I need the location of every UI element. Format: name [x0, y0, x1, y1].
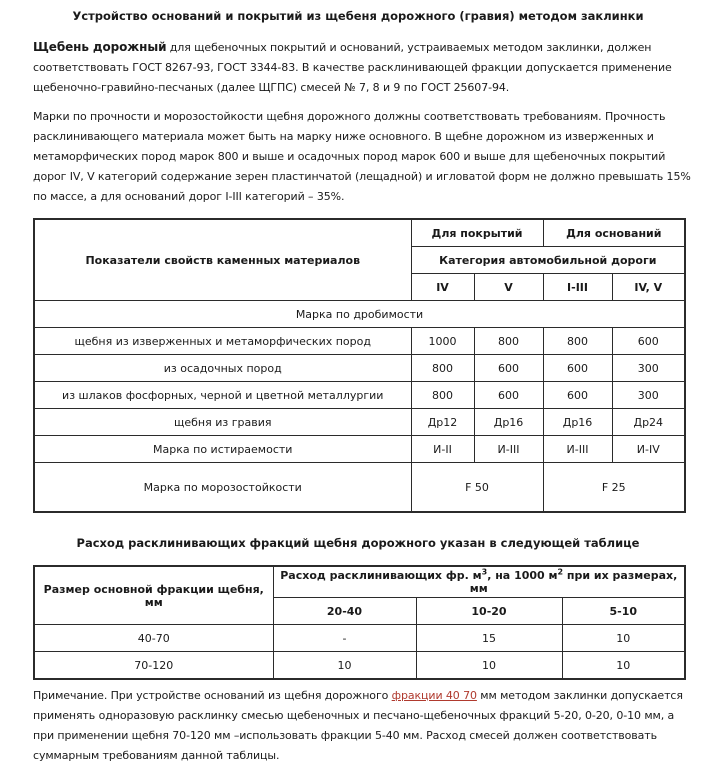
section-subtitle: Расход расклинивающих фракций щебня дорожного указан в следующей таблице: [76, 536, 640, 550]
header-text: Расход расклинивающих фр. м: [280, 569, 482, 582]
cell-value: Др24: [612, 409, 685, 436]
header-properties: Показатели свойств каменных материалов: [34, 219, 411, 301]
cell-frost-covers: F 50: [411, 463, 543, 513]
note-text: мм методом заклинки допускается применять одноразовую расклинку смесью щебеночных и песчано-щебеночных фракций 5-20, 0-20, 0-10 мм, а при применении щебня 70-120 мм –использовать фракции 5-40 мм. Расход смесей должен соответствовать суммарным требованиям данной таблицы.: [33, 689, 683, 762]
header-road-category: Категория автомобильной дороги: [411, 247, 685, 274]
cell-frost-bases: F 25: [543, 463, 685, 513]
category-iv-v: IV, V: [612, 274, 685, 301]
size-10-20: 10-20: [416, 598, 562, 625]
cell-value: Др16: [474, 409, 543, 436]
cell-value: И-II: [411, 436, 474, 463]
cell-value: 600: [543, 355, 612, 382]
cell-value: 800: [411, 382, 474, 409]
cell-value: 600: [543, 382, 612, 409]
table-row: [34, 328, 685, 355]
row-label: 70-120: [34, 652, 273, 680]
cell-value: 10: [562, 652, 685, 680]
row-label: Марка по морозостойкости: [34, 463, 411, 513]
category-iv: IV: [411, 274, 474, 301]
table-row: [34, 355, 685, 382]
cell-value: 300: [612, 355, 685, 382]
cell-value: 800: [474, 328, 543, 355]
table-row: [34, 652, 685, 680]
note-text: Примечание. При устройстве оснований из щебня дорожного: [33, 689, 392, 702]
section-crushability: Марка по дробимости: [34, 301, 685, 328]
fraction-40-70-link[interactable]: фракции 40 70: [391, 689, 477, 702]
cell-value: 800: [411, 355, 474, 382]
properties-table: [33, 218, 686, 513]
cell-value: 600: [474, 382, 543, 409]
cell-value: 1000: [411, 328, 474, 355]
note-paragraph: [33, 686, 693, 766]
page-title: Устройство оснований и покрытий из щебеня дорожного (гравия) методом заклинки: [72, 9, 644, 23]
superscript: 2: [557, 567, 564, 577]
requirements-paragraph: Марки по прочности и морозостойкости щебня дорожного должны соответствовать требованиям. Прочность расклинивающего материала может быть на марку ниже основного. В щебне дорожном из изверженных и метаморфических пород марок 800 и выше и осадочных пород марок 600 и выше для щебеночных покрытий дорог IV, V категорий содержание зерен пластинчатой (лещадной) и игловатой форм не должно превышать 15% по массе, а для оснований дорог I-III категорий – 35%.: [33, 110, 691, 203]
table-row: [34, 382, 685, 409]
cell-value: 600: [612, 328, 685, 355]
row-label: 40-70: [34, 625, 273, 652]
row-label: щебня из изверженных и метаморфических пород: [34, 328, 411, 355]
cell-value: 15: [416, 625, 562, 652]
cell-value: 10: [273, 652, 416, 680]
size-5-10: 5-10: [562, 598, 685, 625]
category-v: V: [474, 274, 543, 301]
header-text: , на 1000 м: [487, 569, 558, 582]
consumption-table: [33, 565, 686, 680]
cell-value: Др12: [411, 409, 474, 436]
row-label: Марка по истираемости: [34, 436, 411, 463]
cell-value: 800: [543, 328, 612, 355]
cell-value: И-III: [543, 436, 612, 463]
cell-value: Др16: [543, 409, 612, 436]
row-label: из осадочных пород: [34, 355, 411, 382]
cell-value: 10: [562, 625, 685, 652]
header-text: при их размерах, мм: [469, 569, 678, 595]
cell-value: И-IV: [612, 436, 685, 463]
header-for-covers: Для покрытий: [411, 219, 543, 247]
header-consumption: [273, 566, 685, 598]
header-main-fraction: Размер основной фракции щебня, мм: [34, 566, 273, 625]
table-row-frost: [34, 463, 685, 513]
row-label: щебня из гравия: [34, 409, 411, 436]
table-row: [34, 409, 685, 436]
header-for-bases: Для оснований: [543, 219, 685, 247]
cell-value: И-III: [474, 436, 543, 463]
table-row: [34, 625, 685, 652]
row-label: из шлаков фосфорных, черной и цветной металлургии: [34, 382, 411, 409]
cell-value: 600: [474, 355, 543, 382]
intro-paragraph: [33, 37, 693, 98]
intro-bold-term: Щебень дорожный: [33, 40, 167, 54]
size-20-40: 20-40: [273, 598, 416, 625]
superscript: 3: [481, 567, 488, 577]
cell-value: 10: [416, 652, 562, 680]
intro-text: для щебеночных покрытий и оснований, устраиваемых методом заклинки, должен соответствовать ГОСТ 8267-93, ГОСТ 3344-83. В качестве расклинивающей фракции допускается применение щебеночно-гравийно-песчаных (далее ЩГПС) смесей № 7, 8 и 9 по ГОСТ 25607-94.: [33, 41, 672, 94]
cell-value: -: [273, 625, 416, 652]
table-row: [34, 436, 685, 463]
cell-value: 300: [612, 382, 685, 409]
category-i-iii: I-III: [543, 274, 612, 301]
